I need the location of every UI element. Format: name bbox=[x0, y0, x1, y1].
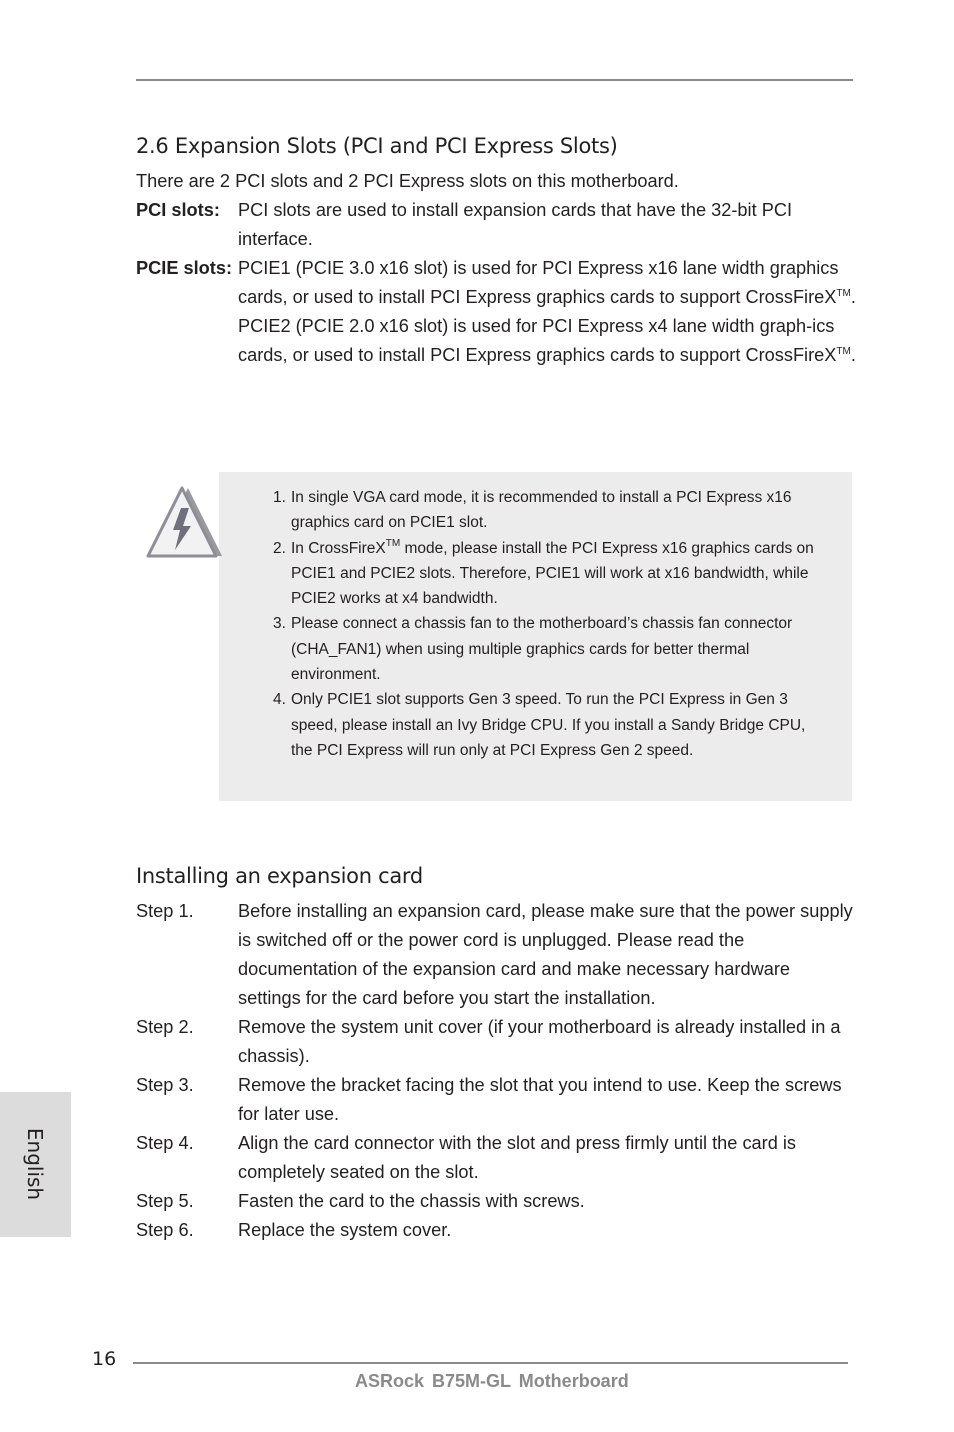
note-number: 1. bbox=[273, 489, 286, 506]
note-number: 4. bbox=[273, 691, 286, 709]
language-side-tab bbox=[0, 1092, 71, 1237]
note-item bbox=[267, 687, 827, 763]
pci-slots-description: PCI slots are used to install expansion cards that have the 32-bit PCI interface. bbox=[238, 200, 793, 249]
section-title: 2.6 Expansion Slots (PCI and PCI Express Slots) bbox=[136, 134, 618, 158]
step-label: Step 4. bbox=[136, 1133, 194, 1153]
step-text: Replace the system cover. bbox=[238, 1220, 452, 1240]
step-text: Align the card connector with the slot and press firmly until the card is completely seated on the slot. bbox=[238, 1133, 797, 1182]
install-step bbox=[136, 1129, 856, 1187]
note-text-end: mode, please install the PCI Express x16 graphics cards on PCIE1 and PCIE2 slots. Therefore, PCIE1 will work at x16 bandwidth, while PCIE2 works at x4 bandwidth. bbox=[291, 539, 814, 608]
section-intro: There are 2 PCI slots and 2 PCI Express slots on this motherboard. bbox=[136, 171, 679, 191]
pcie2-description bbox=[238, 312, 856, 370]
top-divider bbox=[136, 79, 853, 81]
step-text: Remove the bracket facing the slot that you intend to use. Keep the screws for later use. bbox=[238, 1075, 842, 1124]
step-label: Step 1. bbox=[136, 901, 194, 921]
note-number: 3. bbox=[273, 615, 286, 633]
pci-slots-term: PCI slots: bbox=[136, 200, 220, 220]
step-text: Before installing an expansion card, please make sure that the power supply is switched off or the power cord is unplugged. Please read the documentation of the expansion card and make necessary hardware settings for the card before you start the installation. bbox=[238, 901, 853, 1008]
pcie2-end: . bbox=[850, 345, 856, 365]
install-steps bbox=[136, 897, 856, 1245]
warning-notes-list bbox=[267, 485, 827, 763]
note-text: Please connect a chassis fan to the motherboard’s chassis fan connector (CHA_FAN1) when using multiple graphics cards for better thermal environment. bbox=[291, 615, 793, 684]
install-step bbox=[136, 1071, 856, 1129]
pcie-slots-definition bbox=[136, 254, 856, 370]
step-label: Step 6. bbox=[136, 1220, 194, 1240]
note-text: Only PCIE1 slot supports Gen 3 speed. To run the PCI Express in Gen 3 speed, please install an Ivy Bridge CPU. If you install a Sandy Bridge CPU, the PCI Express will run only at PCI Express Gen 2 speed. bbox=[291, 691, 806, 759]
pcie1-trademark: TM bbox=[836, 288, 851, 299]
note-text: In single VGA card mode, it is recommended to install a PCI Express x16 graphics card on PCIE1 slot. bbox=[291, 489, 792, 532]
pcie2-trademark: TM bbox=[836, 346, 851, 357]
note-trademark: TM bbox=[385, 537, 401, 549]
pcie1-text: PCIE1 (PCIE 3.0 x16 slot) is used for PCI Express x16 lane width graphics cards, or used to install PCI Express graphics cards to support CrossFireX bbox=[238, 258, 839, 307]
pcie1-end: . bbox=[850, 287, 856, 307]
note-item bbox=[267, 485, 827, 536]
warning-triangle-icon bbox=[144, 484, 224, 560]
note-item bbox=[267, 611, 827, 687]
step-text: Remove the system unit cover (if your motherboard is already installed in a chassis). bbox=[238, 1017, 841, 1066]
note-item bbox=[267, 536, 827, 612]
page-number: 16 bbox=[92, 1348, 117, 1370]
pcie1-description bbox=[238, 254, 856, 312]
step-label: Step 2. bbox=[136, 1017, 194, 1037]
bottom-divider bbox=[133, 1362, 848, 1364]
language-label: English bbox=[23, 1127, 47, 1201]
install-step bbox=[136, 897, 856, 1013]
step-label: Step 3. bbox=[136, 1075, 194, 1095]
step-text: Fasten the card to the chassis with screws. bbox=[238, 1191, 585, 1211]
note-number: 2. bbox=[273, 539, 286, 557]
install-step bbox=[136, 1013, 856, 1071]
note-text-start: In CrossFireX bbox=[291, 539, 386, 557]
install-title: Installing an expansion card bbox=[136, 864, 423, 888]
pci-slots-definition bbox=[136, 196, 856, 254]
install-step bbox=[136, 1216, 856, 1245]
install-step bbox=[136, 1187, 856, 1216]
footer-product-name: ASRock B75M-GL Motherboard bbox=[355, 1371, 629, 1391]
pcie-slots-term: PCIE slots: bbox=[136, 258, 233, 278]
step-label: Step 5. bbox=[136, 1191, 194, 1211]
pcie2-text: PCIE2 (PCIE 2.0 x16 slot) is used for PCI Express x4 lane width graph-ics cards, or used to install PCI Express graphics cards to support CrossFireX bbox=[238, 316, 837, 365]
